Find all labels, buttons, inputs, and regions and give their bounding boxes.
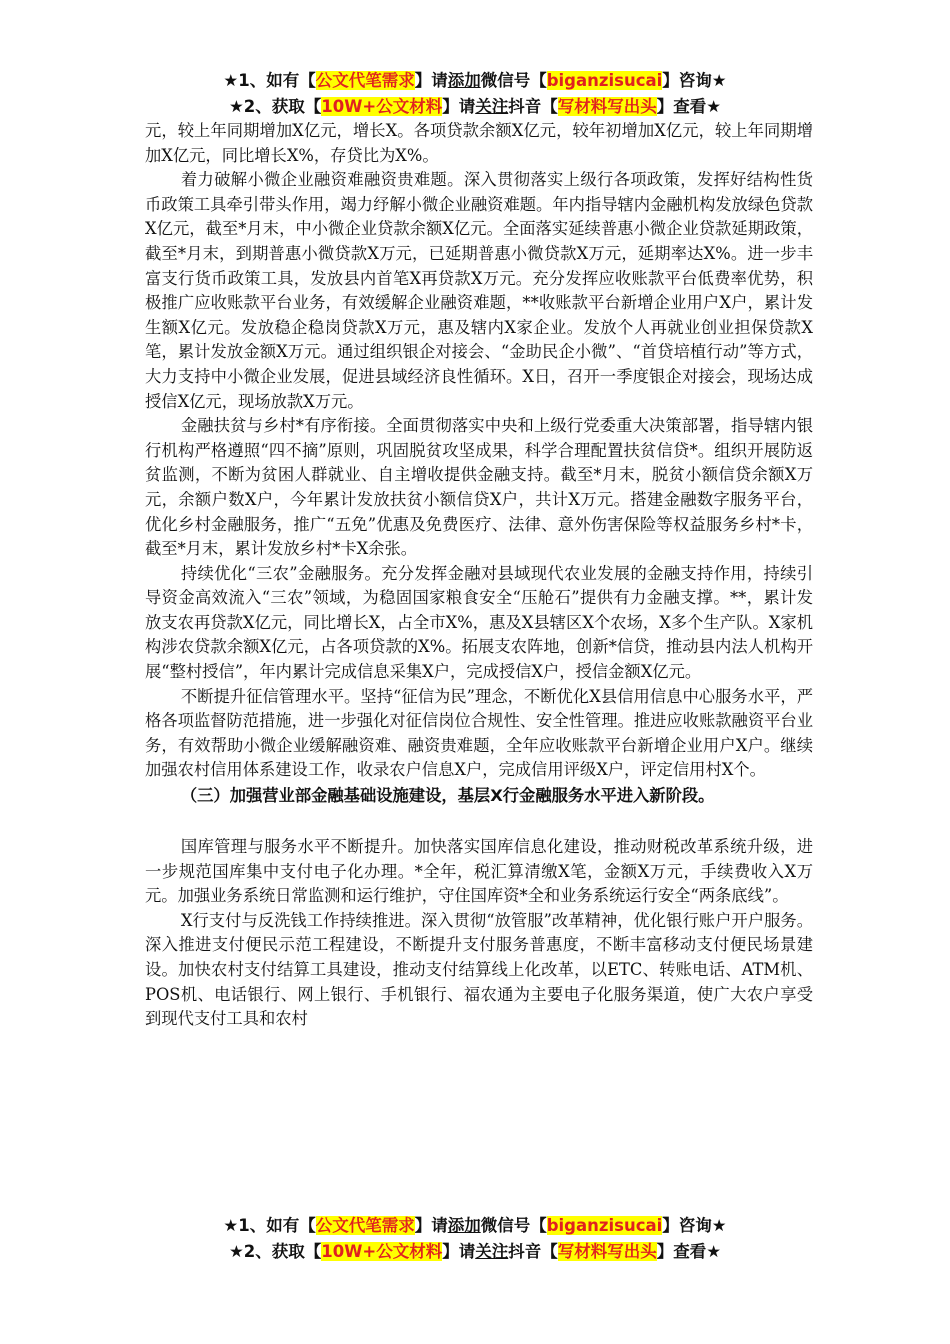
banner-line-1: ★1、如有【公文代笔需求】请添加微信号【biganzisucai】咨询★ [223,71,727,90]
highlight-ghostwriting: 公文代笔需求 [315,1216,415,1235]
highlight-materials: 10W+公文材料 [321,97,443,116]
spacer [145,809,813,835]
highlight-douyin: 写材料写出头 [557,1242,657,1261]
highlight-materials: 10W+公文材料 [321,1242,443,1261]
section-heading: （三）加强营业部金融基础设施建设，基层X行金融服务水平进入新阶段。 [180,786,715,806]
footer-banner [0,1213,950,1265]
paragraph: 国库管理与服务水平不断提升。加快落实国库信息化建设，推动财税改革系统升级，进一步规范国库集中支付电子化办理。*全年，税汇算清缴X笔，金额X万元，手续费收入X万元。加强业务系统日常监测和运行维护，守住国库资*全和业务系统运行安全“两条底线”。 [145,837,813,906]
paragraph: 着力破解小微企业融资难融资贵难题。深入贯彻落实上级行各项政策，发挥好结构性货币政策工具牵引带头作用，竭力纾解小微企业融资难题。年内指导辖内金融机构发放绿色贷款X亿元，截至*月末，中小微企业贷款余额X亿元。全面落实延续普惠小微企业贷款延期政策，截至*月末，到期普惠小微贷款X万元，已延期普惠小微贷款X万元，延期率达X%。进一步丰富支行货币政策工具，发放县内首笔X再贷款X万元。充分发挥应收账款平台低费率优势，积极推广应收账款平台业务，有效缓解企业融资难题，**收账款平台新增企业用户X户，累计发生额X亿元。发放稳企稳岗贷款X万元，惠及辖内X家企业。发放个人再就业创业担保贷款X笔，累计发放金额X万元。通过组织银企对接会、“金助民企小微”、“首贷培植行动”等方式，大力支持中小微企业发展，促进县域经济良性循环。X日，召开一季度银企对接会，现场达成授信X亿元，现场放款X万元。 [145,170,813,411]
banner-line-1: ★1、如有【公文代笔需求】请添加微信号【biganzisucai】咨询★ [223,1216,727,1235]
banner-line-2: ★2、获取【10W+公文材料】请关注抖音【写材料写出头】查看★ [228,1242,722,1261]
paragraph: 金融扶贫与乡村*有序衔接。全面贯彻落实中央和上级行党委重大决策部署，指导辖内银行机构严格遵照“四不摘”原则，巩固脱贫攻坚成果，科学合理配置扶贫信贷*。组织开展防返贫监测，不断为贫困人群就业、自主增收提供金融支持。截至*月末，脱贫小额信贷余额X万元，余额户数X户，今年累计发放扶贫小额信贷X户，共计X万元。搭建金融数字服务平台，优化乡村金融服务，推广“五免”优惠及免费医疗、法律、意外伤害保险等权益服务乡村*卡，截至*月末，累计发放乡村*卡X余张。 [145,416,813,559]
highlight-ghostwriting: 公文代笔需求 [315,71,415,90]
paragraph: 元，较上年同期增加X亿元，增长X。各项贷款余额X亿元，较年初增加X亿元，较上年同期增加X亿元，同比增长X%，存贷比为X%。 [145,121,813,165]
highlight-wechat-id: biganzisucai [546,71,663,90]
paragraph: 不断提升征信管理水平。坚持“征信为民”理念，不断优化X县信用信息中心服务水平，严格各项监督防范措施，进一步强化对征信岗位合规性、安全性管理。推进应收账款融资平台业务，有效帮助小微企业缓解融资难、融资贵难题，全年应收账款平台新增企业用户X户。继续加强农村信用体系建设工作，收录农户信息X户，完成信用评级X户，评定信用村X个。 [145,686,813,780]
paragraph: X行支付与反洗钱工作持续推进。深入贯彻“放管服”改革精神，优化银行账户开户服务。深入推进支付便民示范工程建设，不断提升支付服务普惠度，不断丰富移动支付便民场景建设。加快农村支付结算工具建设，推动支付结算线上化改革，以ETC、转账电话、ATM机、POS机、电话银行、网上银行、手机银行、福农通为主要电子化服务渠道，使广大农户享受到现代支付工具和农村 [145,910,813,1029]
highlight-douyin: 写材料写出头 [557,97,657,116]
highlight-wechat-id: biganzisucai [546,1216,663,1235]
document-body [145,119,813,1032]
paragraph: 持续优化“三农”金融服务。充分发挥金融对县域现代农业发展的金融支持作用，持续引导资金高效流入“三农”领域，为稳固国家粮食安全“压舱石”提供有力金融支撑。**，累计发放支农再贷款X亿元，同比增长X，占全市X%，惠及X县辖区X个农场，X多个生产队。X家机构涉农贷款余额X亿元，占各项贷款的X%。拓展支农阵地，创新*信贷，推动县内法人机构开展“整村授信”，年内累计完成信息采集X户，完成授信X户，授信金额X亿元。 [145,563,813,682]
header-banner [0,68,950,120]
banner-line-2: ★2、获取【10W+公文材料】请关注抖音【写材料写出头】查看★ [228,97,722,116]
